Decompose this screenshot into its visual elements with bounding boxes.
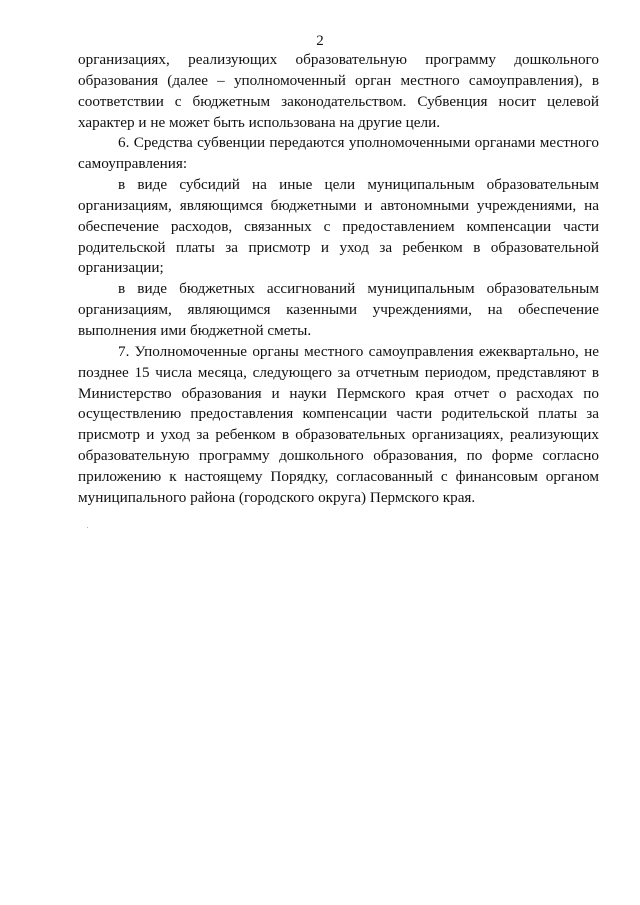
paragraph-continuation: организациях, реализующих образовательную программу дошкольного образования (далее – уполномоченный орган местного самоуправления), в соответствии с бюджетным законодательством. Субвенция носит целевой характер и не может быть использована на другие цели. <box>78 51 599 131</box>
page-number: 2 <box>316 33 324 49</box>
paragraph-subsidies: в виде субсидий на иные цели муниципальным образовательным организациям, являющимся бюджетными и автономными учреждениями, на обеспечение расходов, связанных с предоставлением компенсации части родительской платы за присмотр и уход за ребенком в образовательной организации; <box>78 176 599 277</box>
paragraph-item-7: 7. Уполномоченные органы местного самоуправления ежеквартально, не позднее 15 числа месяца, следующего за отчетным периодом, представляют в Министерство образования и науки Пермского края отчет о расходах по осуществлению предоставления компенсации части родительской платы за присмотр и уход за ребенком в образовательных организациях, реализующих образовательную программу дошкольного образования, по форме согласно приложению к настоящему Порядку, согласованный с финансовым органом муниципального района (городского округа) Пермского края. <box>78 342 599 506</box>
paragraph-budget-allocations: в виде бюджетных ассигнований муниципальным образовательным организациям, являющимся казенными учреждениями, на обеспечение выполнения ими бюджетной сметы. <box>78 280 599 339</box>
scan-speck <box>87 527 88 528</box>
paragraph-item-6: 6. Средства субвенции передаются уполномоченными органами местного самоуправления: <box>78 134 599 173</box>
document-body <box>78 50 599 509</box>
